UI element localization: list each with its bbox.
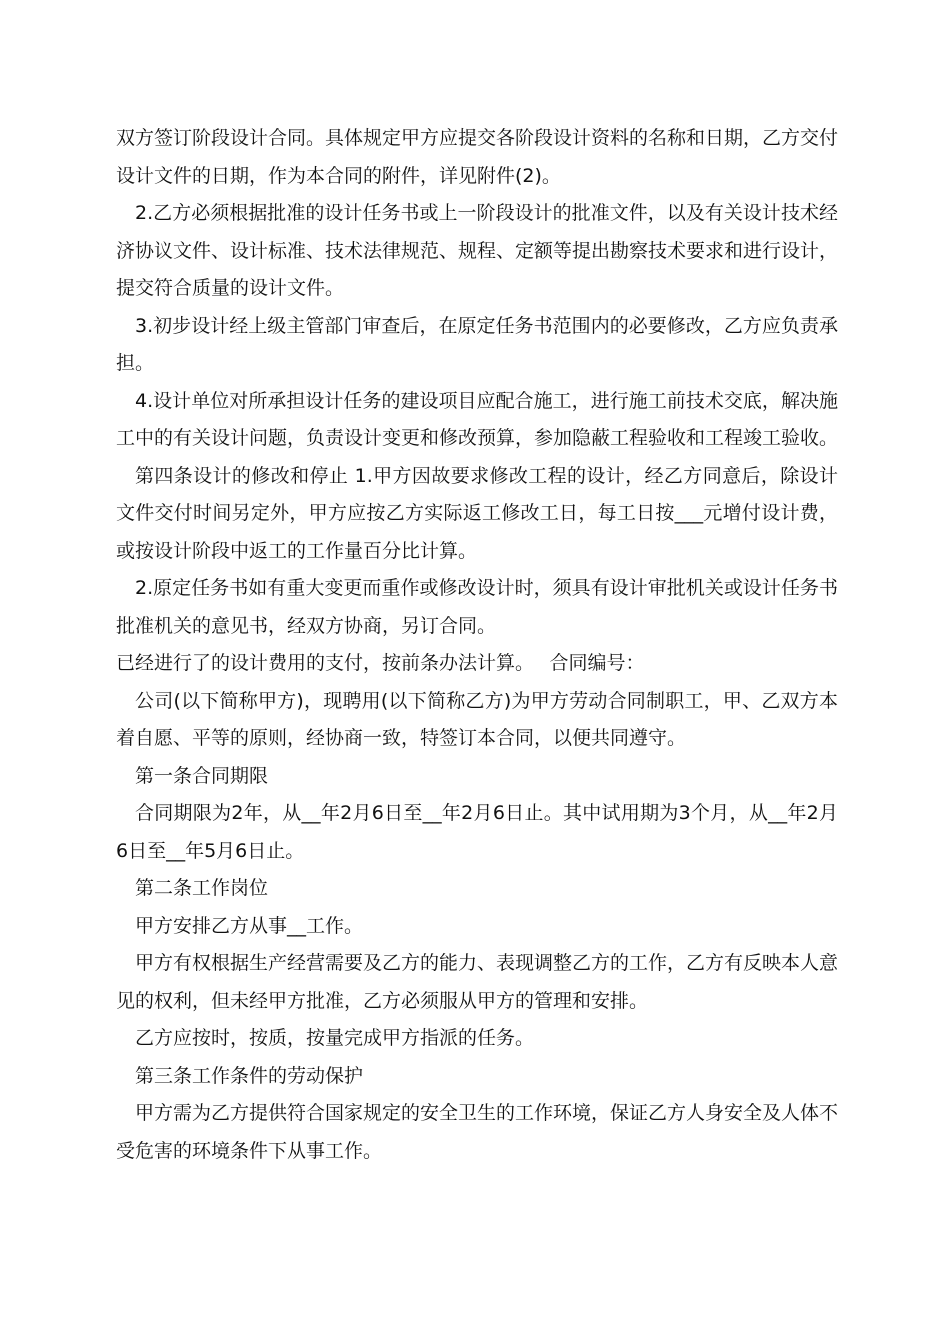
paragraph-6: 2.原定任务书如有重大变更而重作或修改设计时，须具有设计审批机关或设计任务书批准机关的意见书，经双方协商，另订合同。	[116, 577, 838, 637]
paragraph-13: 甲方有权根据生产经营需要及乙方的能力、表现调整乙方的工作，乙方有反映本人意见的权利，但未经甲方批准，乙方必须服从甲方的管理和安排。	[116, 952, 839, 1012]
paragraph-2: 2.乙方必须根据批准的设计任务书或上一阶段设计的批准文件，以及有关设计技术经济协议文件、设计标准、技术法律规范、规程、定额等提出勘察技术要求和进行设计，提交符合质量的设计文件。	[116, 202, 839, 299]
paragraph-8: 公司(以下简称甲方)，现聘用(以下简称乙方)为甲方劳动合同制职工，甲、乙双方本着自愿、平等的原则，经协商一致，特签订本合同，以便共同遵守。	[116, 689, 838, 749]
paragraph-14: 乙方应按时，按质，按量完成甲方指派的任务。	[135, 1027, 535, 1049]
paragraph-7: 已经进行了的设计费用的支付，按前条办法计算。 合同编号：	[116, 652, 645, 674]
paragraph-4: 4.设计单位对所承担设计任务的建设项目应配合施工，进行施工前技术交底，解决施工中的有关设计问题，负责设计变更和修改预算，参加隐蔽工程验收和工程竣工验收。	[116, 389, 839, 449]
section-heading-3: 第三条工作条件的劳动保护	[135, 1064, 364, 1087]
paragraph-3: 3.初步设计经上级主管部门审查后，在原定任务书范围内的必要修改，乙方应负责承担。	[116, 314, 838, 374]
paragraph-10: 合同期限为2年，从__年2月6日至__年2月6日止。其中试用期为3个月，从__年2月6日至__年5月6日止。	[116, 802, 838, 862]
document-body	[116, 120, 838, 1170]
paragraph-16: 甲方需为乙方提供符合国家规定的安全卫生的工作环境，保证乙方人身安全及人体不受危害的环境条件下从事工作。	[116, 1102, 839, 1162]
section-heading-2: 第二条工作岗位	[135, 877, 269, 899]
paragraph-12: 甲方安排乙方从事__工作。	[135, 914, 364, 937]
paragraph-5: 第四条设计的修改和停止 1.甲方因故要求修改工程的设计，经乙方同意后，除设计文件交付时间另定外，甲方应按乙方实际返工修改工日，每工日按___元增付设计费，或按设计阶段中返工的工作量百分比计算。	[116, 464, 838, 562]
paragraph-1: 双方签订阶段设计合同。具体规定甲方应提交各阶段设计资料的名称和日期，乙方交付设计文件的日期，作为本合同的附件，详见附件(2)。	[116, 127, 839, 187]
section-heading-1: 第一条合同期限	[135, 764, 269, 787]
